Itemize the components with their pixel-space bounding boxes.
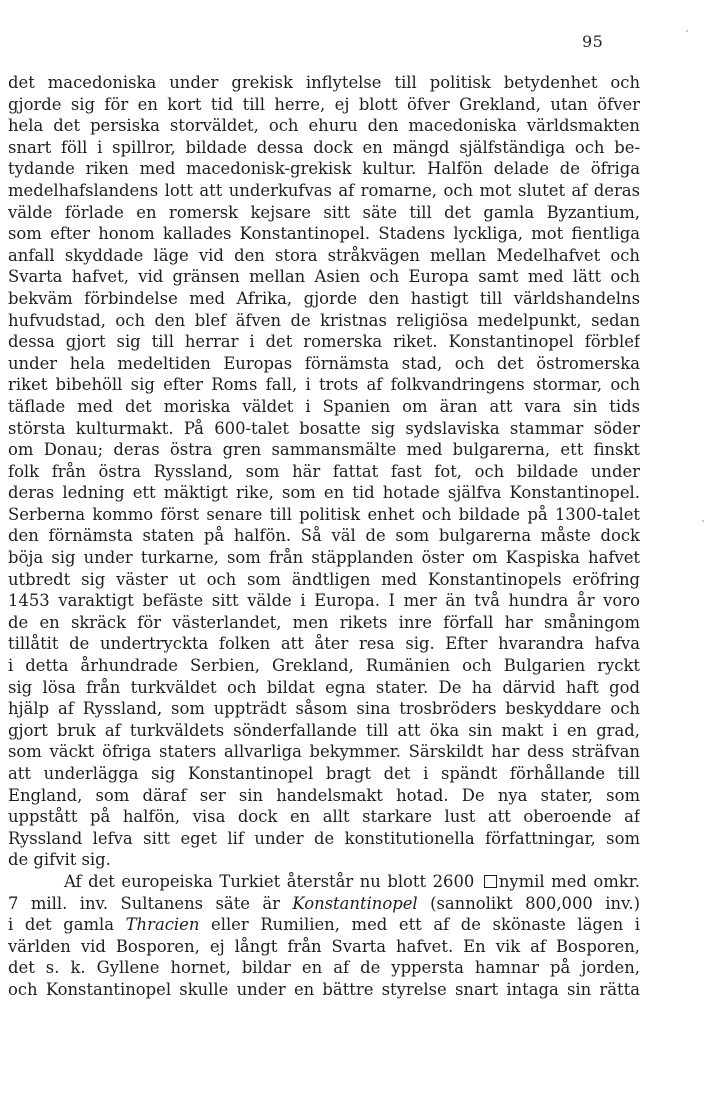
body-text — [8, 72, 640, 1001]
text-line — [8, 806, 640, 828]
text-segment: uppstått på halfön, visa dock en allt starkare lust att oberoende af — [8, 807, 640, 827]
text-line — [8, 180, 640, 202]
text-segment: under hela medeltiden Europas förnämsta stad, och det östromerska — [8, 353, 640, 373]
text-line — [8, 353, 640, 375]
square-mile-symbol — [484, 875, 497, 888]
text-line — [8, 374, 640, 396]
text-line — [8, 893, 640, 915]
text-segment: eller Rumilien, med ett af de skönaste lägen i — [199, 915, 640, 935]
text-segment: dessa gjort sig till herrar i det romerska riket. Konstantinopel förblef — [8, 332, 640, 352]
text-line — [8, 979, 640, 1001]
text-line — [8, 245, 640, 267]
text-line — [8, 158, 640, 180]
text-line — [8, 871, 640, 893]
text-segment: riket bibehöll sig efter Roms fall, i trots af folkvandringens stormar, och — [8, 375, 640, 395]
text-segment: som efter honom kallades Konstantinopel. Stadens lyckliga, mot fientliga — [8, 224, 640, 244]
text-segment: Serberna kommo först senare till politisk enhet och bildade på 1300-talet — [8, 504, 640, 524]
italic-place-name: Thracien — [125, 915, 200, 935]
text-segment: anfall skyddade läge vid den stora stråkvägen mellan Medelhafvet och — [8, 245, 640, 265]
text-segment: de en skräck för västerlandet, men rikets inre förfall har småningom — [8, 612, 640, 632]
text-segment: böja sig under turkarne, som från stäpplanden öster om Kaspiska hafvet — [8, 548, 640, 568]
text-line — [8, 612, 640, 634]
text-line — [8, 741, 640, 763]
text-line — [8, 266, 640, 288]
scan-speck — [686, 30, 688, 32]
text-segment: tydande riken med macedonisk-grekisk kultur. Halfön delade de öfriga — [8, 159, 640, 179]
italic-place-name: Konstantinopel — [292, 893, 418, 913]
text-line — [8, 482, 640, 504]
text-line — [8, 720, 640, 742]
text-line — [8, 202, 640, 224]
text-segment: snart föll i spillror, bildade dessa dock en mängd själfständiga och be- — [8, 137, 640, 157]
text-line — [8, 547, 640, 569]
text-line — [8, 633, 640, 655]
text-segment: största kulturmakt. På 600-talet bosatte sig sydslaviska stammar söder — [8, 418, 640, 438]
text-segment: Svarta hafvet, vid gränsen mellan Asien och Europa samt med lätt och — [8, 267, 640, 287]
text-line — [8, 698, 640, 720]
text-line — [8, 331, 640, 353]
text-line — [8, 785, 640, 807]
text-segment: sig lösa från turkväldet och bildat egna stater. De ha därvid haft god — [8, 677, 640, 697]
text-segment: medelhafslandens lott att underkufvas af romarne, och mot slutet af deras — [8, 180, 640, 200]
text-segment: hjälp af Ryssland, som uppträdt såsom sina trosbröders beskyddare och — [8, 699, 640, 719]
text-line — [8, 655, 640, 677]
text-segment: hela det persiska storväldet, och ehuru den macedoniska världsmakten — [8, 116, 640, 136]
text-segment: världen vid Bosporen, ej långt från Svarta hafvet. En vik af Bosporen, — [8, 936, 640, 956]
text-line — [8, 504, 640, 526]
text-segment: bekväm förbindelse med Afrika, gjorde den hastigt till världshandelns — [8, 288, 640, 308]
text-segment: nymil med omkr. — [498, 871, 640, 891]
text-line — [8, 223, 640, 245]
text-segment: Af det europeiska Turkiet återstår nu blott 2600 — [64, 871, 481, 891]
text-line — [8, 396, 640, 418]
text-segment: deras ledning ett mäktigt rike, som en tid hotade själfva Konstantinopel. — [8, 483, 640, 503]
text-segment: att underlägga sig Konstantinopel bragt det i spändt förhållande till — [8, 764, 640, 783]
text-segment: och Konstantinopel skulle under en bättre styrelse snart intaga sin rätta — [8, 979, 640, 999]
text-segment: gjorde sig för en kort tid till herre, ej blott öfver Grekland, utan öfver — [8, 94, 640, 114]
text-segment: den förnämsta staten på halfön. Så väl de som bulgarerna måste dock — [8, 526, 640, 546]
text-segment: gjort bruk af turkväldets sönderfallande till att öka sin makt i en grad, — [8, 720, 640, 740]
text-line — [8, 137, 640, 159]
text-segment: i detta århundrade Serbien, Grekland, Rumänien och Bulgarien ryckt — [8, 656, 640, 676]
text-line — [8, 957, 640, 979]
text-segment: det macedoniska under grekisk inflytelse till politisk betydenhet och — [8, 73, 640, 92]
text-segment: England, som däraf ser sin handelsmakt hotad. De nya stater, som — [8, 785, 640, 805]
scan-speck — [702, 520, 704, 522]
text-line — [8, 677, 640, 699]
text-segment: 7 mill. inv. Sultanens säte är — [8, 893, 293, 913]
text-line — [8, 763, 640, 785]
text-line — [8, 936, 640, 958]
text-line — [8, 525, 640, 547]
text-segment: i det gamla — [8, 915, 126, 935]
text-line — [8, 914, 640, 936]
text-segment: 1453 varaktigt befäste sitt välde i Europa. I mer än två hundra år voro — [8, 591, 640, 611]
text-segment: hufvudstad, och den blef äfven de kristnas religiösa medelpunkt, sedan — [8, 310, 640, 330]
text-segment: som väckt öfriga staters allvarliga bekymmer. Särskildt har dess sträfvan — [8, 742, 640, 762]
text-segment: om Donau; deras östra gren sammansmälte med bulgarerna, ett finskt — [8, 440, 640, 460]
text-line — [8, 461, 640, 483]
text-line — [8, 569, 640, 591]
text-segment: det s. k. Gyllene hornet, bildar en af de yppersta hamnar på jorden, — [8, 958, 640, 978]
text-segment: (sannolikt 800,000 inv.) — [417, 893, 640, 913]
text-segment: tillåtit de undertryckta folken att åter resa sig. Efter hvarandra hafva — [8, 634, 640, 654]
text-line — [8, 439, 640, 461]
text-line — [8, 590, 640, 612]
text-segment: täflade med det moriska väldet i Spanien om äran att vara sin tids — [8, 396, 640, 416]
text-line — [8, 72, 640, 94]
text-line — [8, 310, 640, 332]
page-number: 95 — [582, 32, 604, 51]
text-segment: folk från östra Ryssland, som här fattat fast fot, och bildade under — [8, 461, 640, 481]
text-segment: utbredt sig väster ut och som ändtligen med Konstantinopels eröfring — [8, 569, 640, 589]
text-segment: välde förlade en romersk kejsare sitt säte till det gamla Byzantium, — [8, 202, 640, 222]
text-line — [8, 849, 640, 871]
text-line — [8, 288, 640, 310]
text-line — [8, 828, 640, 850]
text-segment: Ryssland lefva sitt eget lif under de konstitutionella författningar, som — [8, 828, 640, 848]
text-line — [8, 94, 640, 116]
text-segment: de gifvit sig. — [8, 850, 111, 870]
text-line — [8, 115, 640, 137]
text-line — [8, 418, 640, 440]
